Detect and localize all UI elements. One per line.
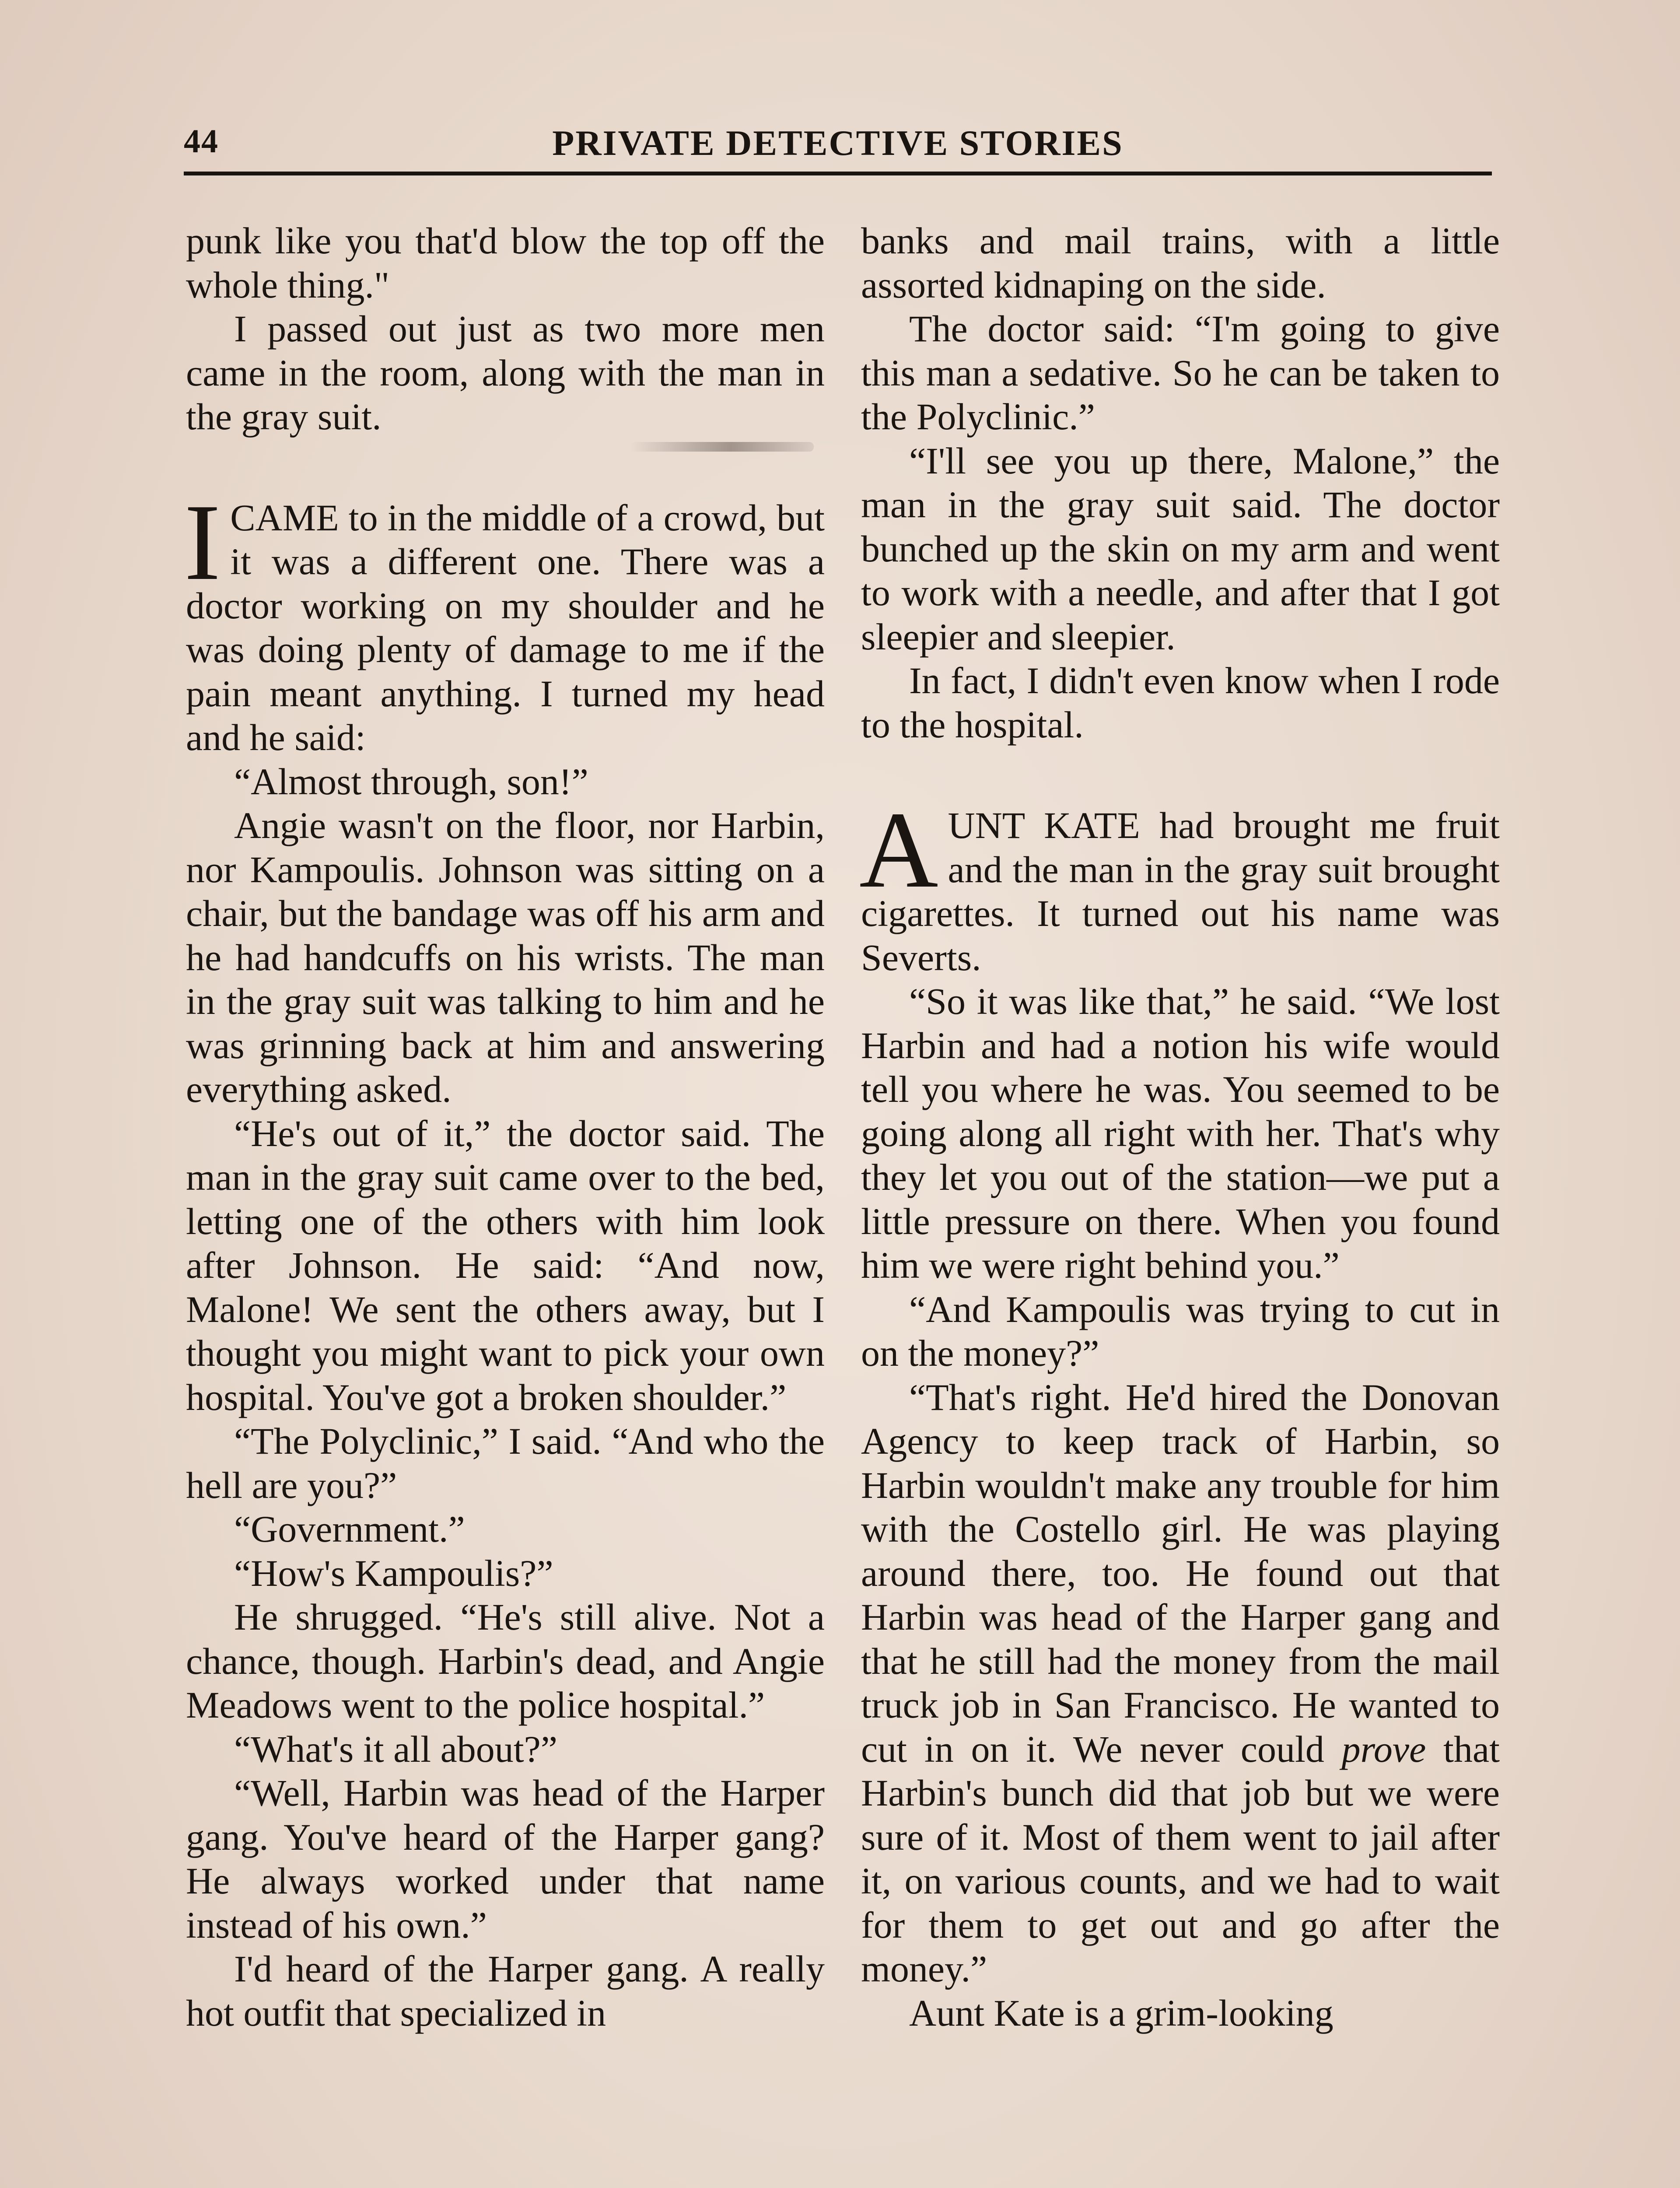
section-text: UNT KATE had brought me fruit and the man in the gray suit brought cigarettes. It turned out his name was Severts. bbox=[861, 804, 1500, 978]
section-start-paragraph bbox=[184, 481, 825, 760]
running-title: PRIVATE DETECTIVE STORIES bbox=[552, 123, 1124, 163]
page-number: 44 bbox=[184, 123, 219, 160]
paragraph: “The Polyclinic,” I said. “And who the hell are you?” bbox=[186, 1420, 825, 1506]
paragraph: He shrugged. “He's still alive. Not a chance, though. Harbin's dead, and Angie Meadows went to the police hospital.” bbox=[186, 1596, 825, 1726]
paragraph: “He's out of it,” the doctor said. The man in the gray suit came over to the bed, letting one of the others with him look after Johnson. He said: “And now, Malone! We sent the others away, but I thought you might want to pick your own hospital. You've got a broken shoulder.” bbox=[186, 1112, 825, 1418]
paragraph: I'd heard of the Harper gang. A really hot outfit that specialized in bbox=[186, 1948, 825, 2034]
left-column bbox=[186, 219, 825, 2035]
paragraph: Angie wasn't on the floor, nor Harbin, nor Kampoulis. Johnson was sitting on a chair, but the bandage was off his arm and he had handcuffs on his wrists. The man in the gray suit was talking to him and he was grinning back at him and answering everything asked. bbox=[186, 804, 825, 1110]
paragraph bbox=[861, 1375, 1500, 1991]
header-rule bbox=[184, 172, 1492, 175]
right-column bbox=[861, 219, 1500, 2035]
paragraph: The doctor said: “I'm going to give this man a sedative. So he can be taken to the Polyclinic.” bbox=[861, 308, 1500, 438]
page-header bbox=[184, 118, 1492, 171]
paragraph: I passed out just as two more men came in the room, along with the man in the gray suit. bbox=[186, 308, 825, 438]
paragraph: “I'll see you up there, Malone,” the man in the gray suit said. The doctor bunched up the skin on my arm and went to work with a needle, and after that I got sleepier and sleepier. bbox=[861, 439, 1500, 658]
paragraph: “And Kampoulis was trying to cut in on the money?” bbox=[861, 1288, 1500, 1374]
drop-cap: I bbox=[184, 481, 221, 603]
drop-cap: A bbox=[859, 789, 938, 911]
paragraph: “What's it all about?” bbox=[234, 1728, 558, 1770]
text-run: “That's right. He'd hired the Donovan Agency to keep track of Harbin, so Harbin wouldn't make any trouble for him with the Costello girl. He was playing around there, too. He found out that Harbin was head of the Harper gang and that he still had the money from the mail truck job in San Francisco. He wanted to cut in on it. We never could bbox=[861, 1376, 1500, 1770]
paragraph: Aunt Kate is a grim-looking bbox=[909, 1992, 1334, 2034]
paragraph: “So it was like that,” he said. “We lost Harbin and had a notion his wife would tell you where he was. You seemed to be going along all right with her. That's why they let you out of the station—we put a little pressure on there. When you found him we were right behind you.” bbox=[861, 980, 1500, 1286]
paragraph: In fact, I didn't even know when I rode to the hospital. bbox=[861, 659, 1500, 746]
paragraph: “Almost through, son!” bbox=[234, 760, 588, 803]
paragraph: “How's Kampoulis?” bbox=[234, 1552, 553, 1594]
paragraph: “Well, Harbin was head of the Harper gang. You've heard of the Harper gang? He always worked under that name instead of his own.” bbox=[186, 1772, 825, 1946]
section-text: CAME to in the middle of a crowd, but it was a different one. There was a doctor working on my shoulder and he was doing plenty of damage to me if the pain meant anything. I turned my head and he said: bbox=[186, 496, 825, 758]
paragraph: “Government.” bbox=[234, 1508, 465, 1550]
text-run: that Harbin's bunch did that job but we were sure of it. Most of them went to jail after it, on various counts, and we had to wait for them to get out and go after the money.” bbox=[861, 1728, 1500, 1990]
italic-word: prove bbox=[1341, 1728, 1426, 1770]
paragraph: punk like you that'd blow the top off the whole thing." bbox=[186, 220, 825, 306]
paragraph: banks and mail trains, with a little assorted kidnaping on the side. bbox=[861, 220, 1500, 306]
section-start-paragraph bbox=[859, 789, 1500, 979]
